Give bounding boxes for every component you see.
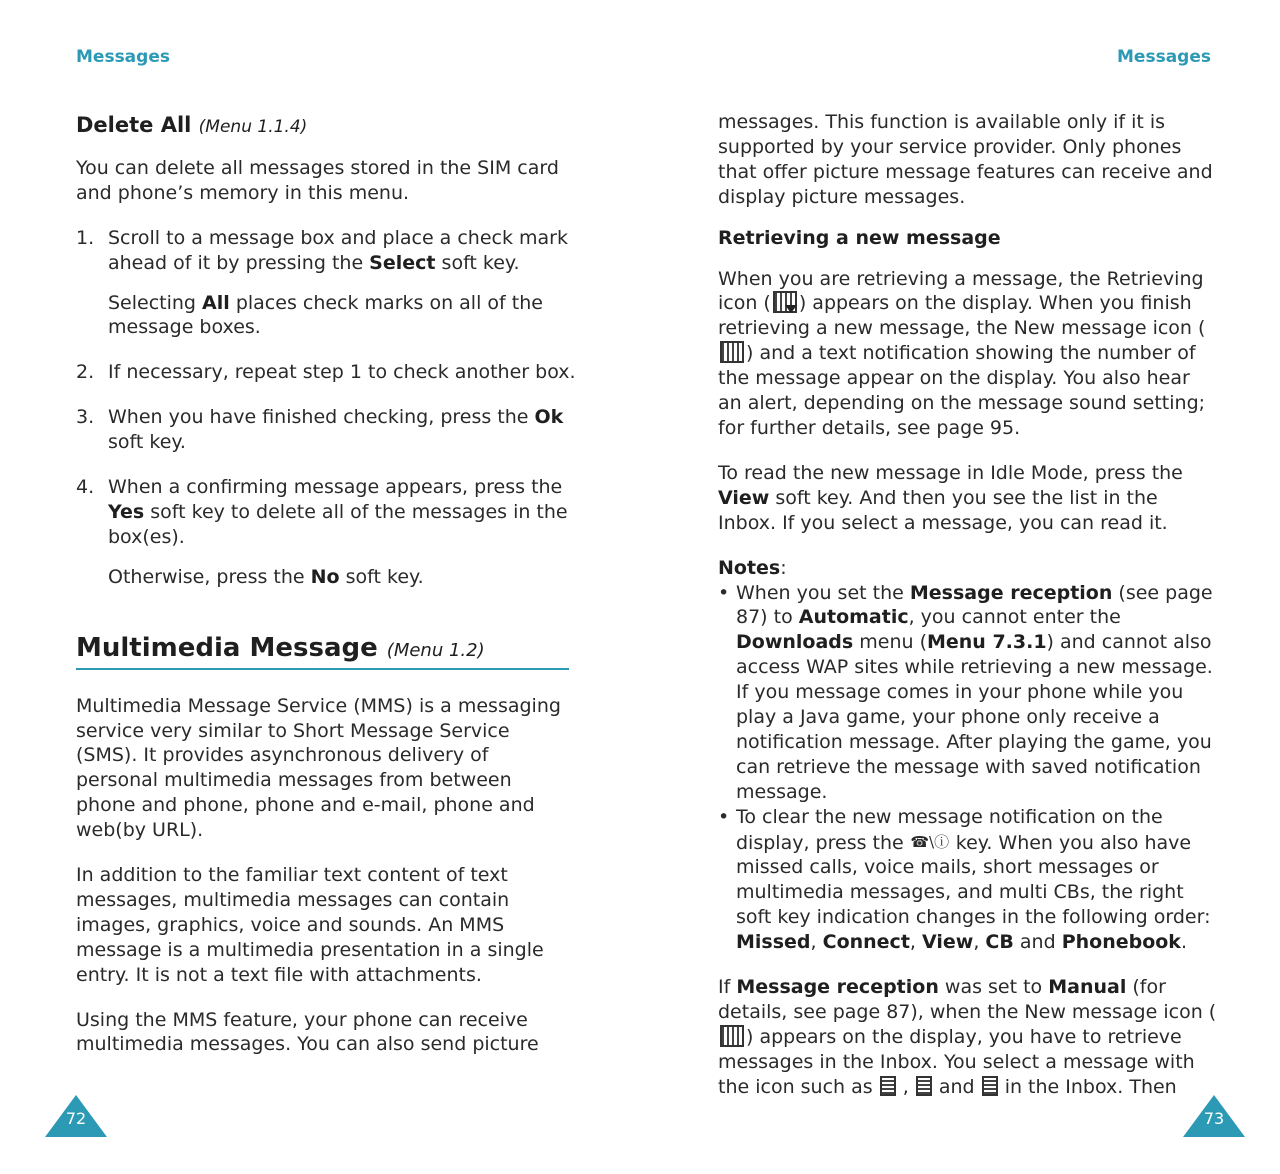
unretrieved-message-icon [880,1076,896,1096]
manual-text: ) appears on the display, you have to retrieve messages in the Inbox. You select a message with the icon such as [718,1025,1195,1098]
new-message-icon [720,1025,744,1047]
notes-colon: : [780,556,787,579]
retrieved-message-icon [982,1076,998,1096]
delete-all-intro: You can delete all messages stored in the SIM card and phone’s memory in this menu. [76,156,559,204]
note-1 [718,581,1218,805]
step-text: soft key. [108,431,186,454]
left-column [76,110,576,1057]
note-text: and [1013,931,1062,954]
notes-heading [718,556,1218,581]
retrieve-text: When you are retrieving a message, the Retrieving icon ( [718,267,1204,315]
delete-all-steps [76,226,576,590]
note-key: Phonebook [1061,931,1181,954]
note-text: (see page 87) to [736,581,1213,629]
mms-title: Multimedia Message [76,632,378,663]
right-header: Messages [1117,47,1211,67]
step-4-extra [108,565,576,590]
note-key: Missed [736,931,811,954]
bullet-icon: • [718,581,730,604]
note-text: menu ( [853,631,927,654]
note-2 [718,805,1218,955]
retrieving-paragraph [718,267,1218,441]
note-key: Automatic [798,606,909,629]
step-text: soft key to delete all of the messages in the box(es). [108,500,568,548]
note-text: . [1180,931,1187,954]
page-number-badge [1183,1095,1245,1137]
step-text: When a confirming message appears, press the [108,476,563,499]
mms-menu-ref: (Menu 1.2) [386,639,485,661]
manual-paragraph [718,975,1218,1100]
read-text: To read the new message in Idle Mode, press the [718,461,1183,484]
manual-text: (for details, see page 87), when the New message icon ( [718,976,1217,1023]
bullet-icon: • [718,805,730,828]
note-text: When you set the [736,581,910,604]
retrieving-icon [773,291,797,313]
notes-title: Notes [718,556,781,579]
note-key: Menu 7.3.1 [926,631,1047,654]
mms-paragraph-1: Multimedia Message Service (MMS) is a messaging service very similar to Short Message Service (SMS). It provides asynchronous delivery of personal multimedia messages from between phone and phone, phone and e-mail, phone and web(by URL). [76,694,561,842]
read-text: soft key. And then you see the list in the Inbox. If you select a message, you can read it. [718,486,1168,534]
step-key: Ok [534,406,564,429]
step-text: When you have finished checking, press the [108,406,535,429]
note-key: View [922,931,974,954]
note-text: key. When you also have missed calls, voice mails, short messages or multimedia messages, and multi CBs, the right soft key indication changes in the following order: [736,831,1211,929]
new-message-icon [720,341,744,363]
page-number: 72 [65,1109,87,1128]
manual-key: Message reception [736,976,939,999]
delete-all-title: Delete All [76,113,192,137]
extra-key: All [202,291,230,314]
step-number: 1. [76,226,95,249]
note-key: CB [985,931,1014,954]
page-number-badge [45,1095,107,1137]
step-key: Select [369,251,436,274]
step-1 [76,226,576,341]
manual-text: If [718,976,737,999]
manual-key: Manual [1048,976,1127,999]
extra-text: places check marks on all of the message boxes. [108,291,543,339]
read-paragraph [718,461,1218,536]
extra-text: Otherwise, press the [108,565,311,588]
right-page [640,0,1280,1174]
step-text: soft key. [435,251,520,274]
step-3 [76,405,576,455]
delete-all-menu-ref: (Menu 1.1.4) [198,117,308,137]
mms-paragraph-2: In addition to the familiar text content of text messages, multimedia messages can contain images, graphics, voice and sounds. An MMS message is a multimedia presentation in a single entry. It is not a text file with attachments. [76,864,544,986]
extra-text: soft key. [339,565,424,588]
note-sep: , [810,931,823,954]
manual-text: was set to [938,976,1049,999]
step-key: Yes [108,500,145,523]
step-2 [76,360,576,385]
note-text: , you cannot enter the [908,606,1121,629]
note-text: ) and cannot also access WAP sites while retrieving a new message. If you message comes in your phone while you play a Java game, your phone only receive a notification message. After playing the game, you can retrieve the message with saved notification message. [736,631,1213,803]
note-key: Message reception [909,581,1113,604]
retrieving-message-icon [916,1076,932,1096]
note-key: Connect [822,931,910,954]
step-number: 3. [76,406,95,429]
retrieve-text: ) and a text notification showing the number of the message appear on the display. You also hear an alert, depending on the message sound setting; for further details, see page 95. [718,342,1206,439]
manual-sep: , [896,1075,915,1098]
extra-key: No [310,565,340,588]
right-column [718,110,1218,1100]
left-header: Messages [76,47,170,67]
note-text: To clear the new message notification on the display, press the [736,805,1163,854]
delete-all-heading [76,113,576,140]
step-1-extra [108,291,576,341]
mms-heading [76,632,569,670]
note-key: Downloads [736,631,854,654]
page-number: 73 [1203,1109,1225,1128]
step-number: 2. [76,361,95,384]
step-number: 4. [76,476,95,499]
note-sep: , [973,931,986,954]
mms-paragraph-3: Using the MMS feature, your phone can receive multimedia messages. You can also send picture [76,1008,539,1056]
end-key-icon: ☎\ⓘ [910,832,950,851]
mms-continued-paragraph: messages. This function is available only if it is supported by your service provider. Only phones that offer picture message features can receive and display picture messages. [718,111,1213,208]
extra-text: Selecting [108,291,203,314]
notes-list [718,581,1218,956]
manual-sep: and [932,1075,981,1098]
note-sep: , [909,931,922,954]
read-key: View [718,486,770,509]
step-text: Scroll to a message box and place a check mark ahead of it by pressing the [108,226,568,274]
retrieve-text: ) appears on the display. When you finish retrieving a new message, the New message icon ( [718,292,1206,340]
step-text: If necessary, repeat step 1 to check another box. [108,361,576,384]
step-4 [76,475,576,590]
manual-text: in the Inbox. Then [998,1075,1177,1098]
retrieving-heading: Retrieving a new message [718,226,1001,249]
